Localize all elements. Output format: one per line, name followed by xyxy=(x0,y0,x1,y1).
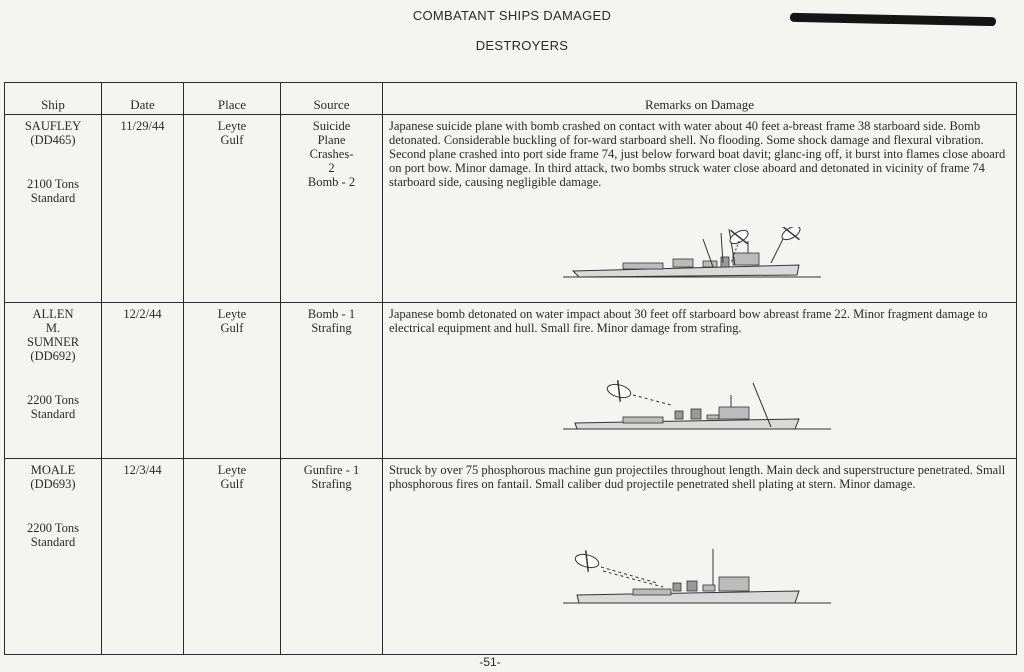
redacted-classification-stamp xyxy=(790,10,1000,26)
hull-number: (DD692) xyxy=(30,349,76,363)
column-header-date: Date xyxy=(102,83,184,115)
table-header-row xyxy=(5,83,1017,115)
table-row xyxy=(5,459,1017,655)
source-line: Suicide xyxy=(312,119,351,133)
remarks-cell xyxy=(383,115,1017,303)
column-header-place: Place xyxy=(184,83,281,115)
date-cell: 11/29/44 xyxy=(102,115,184,303)
place-line: Leyte xyxy=(217,463,247,477)
source-cell xyxy=(281,115,383,303)
tonnage-type: Standard xyxy=(30,535,76,549)
tonnage-type: Standard xyxy=(30,407,76,421)
ship-damage-diagram xyxy=(563,375,833,435)
redaction-bar xyxy=(790,13,996,26)
column-header-ship: Ship xyxy=(5,83,102,115)
column-header-remarks: Remarks on Damage xyxy=(383,83,1017,115)
tonnage: 2200 Tons xyxy=(26,393,80,407)
place-line: Leyte xyxy=(217,307,247,321)
tonnage: 2200 Tons xyxy=(26,521,80,535)
remarks-text: Japanese suicide plane with bomb crashed on contact with water about 40 feet a-breast frame 38 starboard side. Bomb detonated. Considerable buckling of for-ward starboard shell. No flooding. Some shock damage and flexural vibration. Second plane crashed into port side frame 74, just below forward boat davit; glanc-ing off, it burst into flames close aboard on port bow. Minor damage. In third attack, two bombs struck water close aboard and detonated in vicinity of frame 74 starboard side, causing negligible damage. xyxy=(389,119,1006,189)
date-cell: 12/2/44 xyxy=(102,303,184,459)
place-line: Leyte xyxy=(217,119,247,133)
ship-name: M. xyxy=(45,321,61,335)
source-line: Strafing xyxy=(311,477,352,491)
ship-cell xyxy=(5,459,102,655)
hull-number: (DD693) xyxy=(30,477,76,491)
page-subtitle: DESTROYERS xyxy=(475,38,569,53)
column-header-source: Source xyxy=(281,83,383,115)
place-line: Gulf xyxy=(220,321,244,335)
place-cell xyxy=(184,115,281,303)
damage-table xyxy=(4,82,1017,655)
page-title: COMBATANT SHIPS DAMAGED xyxy=(412,8,612,23)
ship-cell xyxy=(5,115,102,303)
place-line: Gulf xyxy=(220,133,244,147)
source-line: Strafing xyxy=(311,321,352,335)
source-line: 2 xyxy=(328,161,335,175)
ship-damage-diagram xyxy=(563,227,823,287)
ship-name: MOALE xyxy=(30,463,76,477)
tonnage-type: Standard xyxy=(30,191,76,205)
source-cell xyxy=(281,459,383,655)
table-row xyxy=(5,303,1017,459)
source-line: Plane xyxy=(317,133,346,147)
date-cell: 12/3/44 xyxy=(102,459,184,655)
ship-name: ALLEN xyxy=(32,307,74,321)
ship-name: SAUFLEY xyxy=(24,119,82,133)
source-line: Bomb - 1 xyxy=(307,307,356,321)
tonnage: 2100 Tons xyxy=(26,177,80,191)
place-cell xyxy=(184,303,281,459)
source-line: Gunfire - 1 xyxy=(303,463,360,477)
remarks-cell xyxy=(383,303,1017,459)
ship-damage-diagram xyxy=(563,547,833,609)
page-number: -51- xyxy=(479,655,501,669)
remarks-text: Japanese bomb detonated on water impact about 30 feet off starboard bow abreast frame 22. Minor fragment damage to electrical equipment and hull. Small fire. Minor damage from strafing. xyxy=(389,307,988,335)
ship-cell xyxy=(5,303,102,459)
source-line: Bomb - 2 xyxy=(307,175,356,189)
table-row xyxy=(5,115,1017,303)
place-line: Gulf xyxy=(220,477,244,491)
hull-number: (DD465) xyxy=(30,133,76,147)
remarks-cell xyxy=(383,459,1017,655)
source-line: Crashes- xyxy=(309,147,354,161)
remarks-text: Struck by over 75 phosphorous machine gun projectiles throughout length. Main deck and superstructure penetrated. Small phosphorous fires on fantail. Small caliber dud projectile penetrated shell plating at stern. Minor damage. xyxy=(389,463,1006,491)
ship-name: SUMNER xyxy=(26,335,80,349)
place-cell xyxy=(184,459,281,655)
source-cell xyxy=(281,303,383,459)
